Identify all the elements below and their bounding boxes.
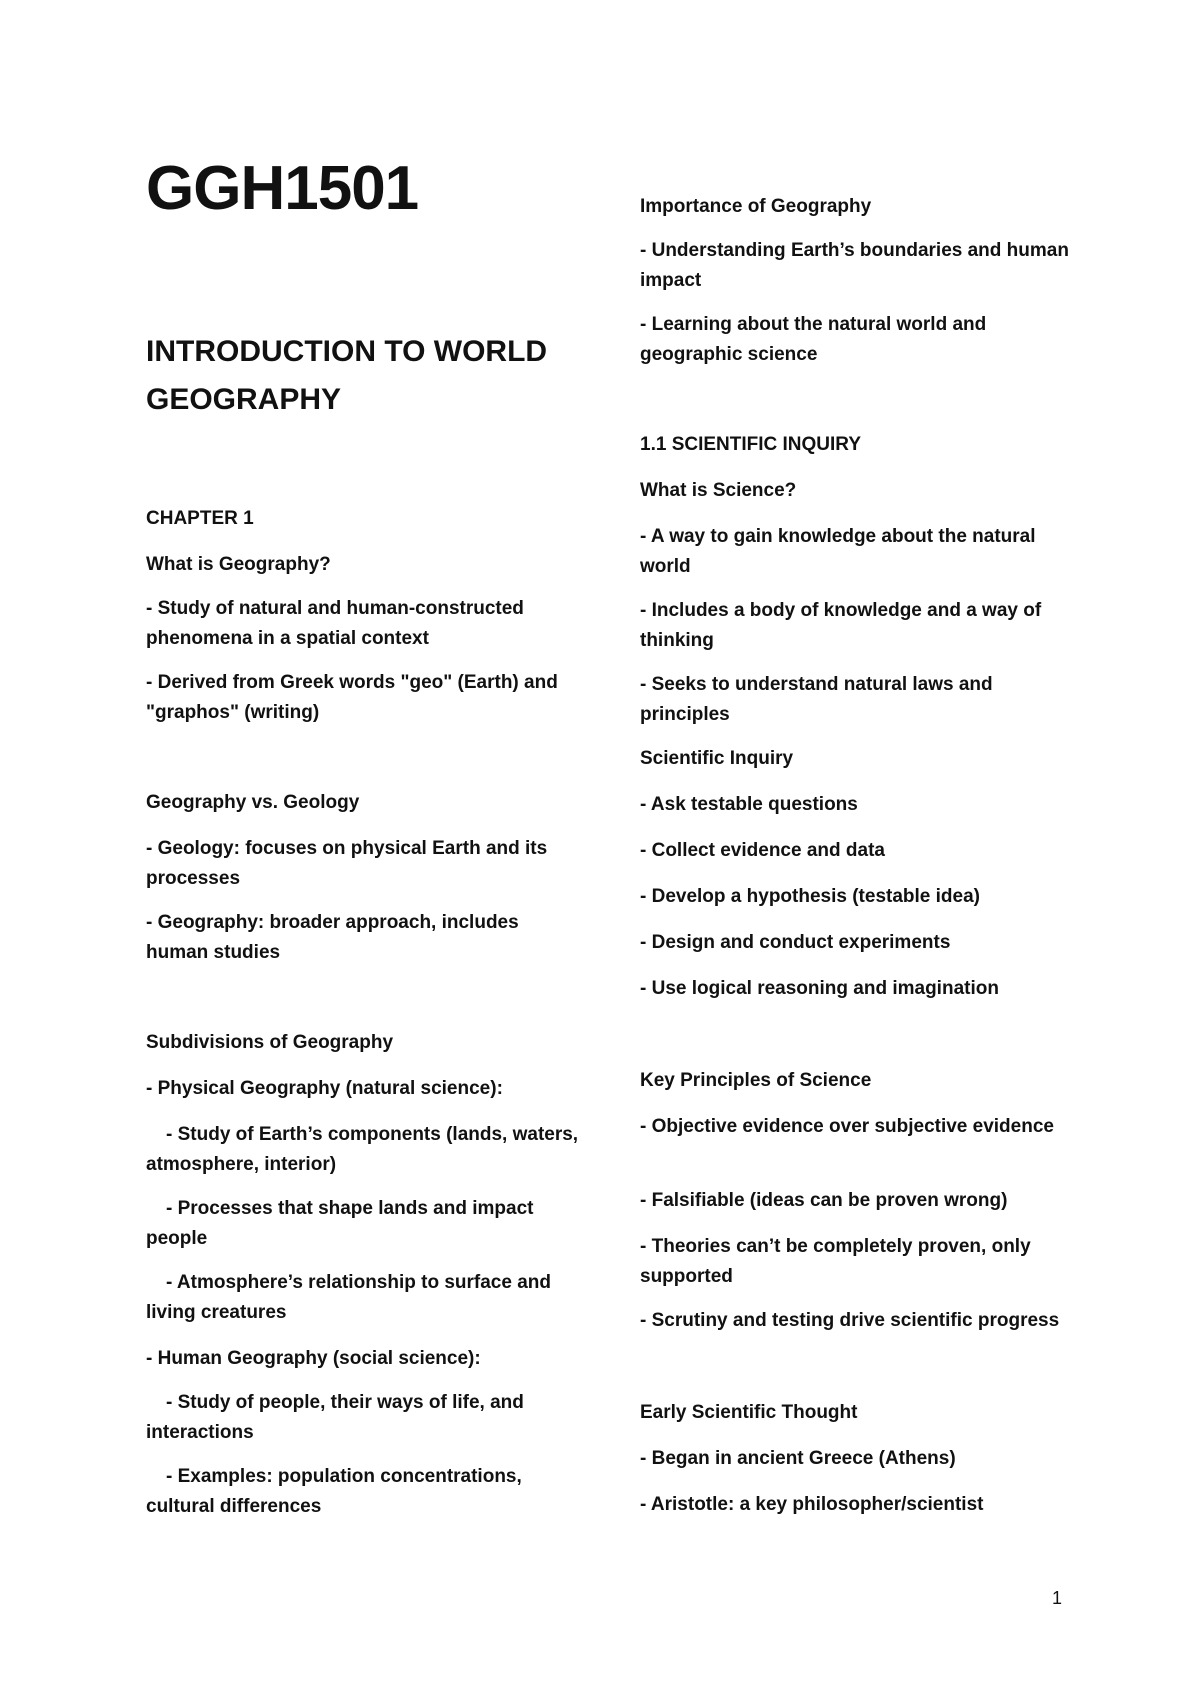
- list-item: - Ask testable questions: [640, 794, 858, 815]
- list-item: - Develop a hypothesis (testable idea): [640, 886, 980, 907]
- list-item: - Physical Geography (natural science):: [146, 1078, 503, 1099]
- course-title: INTRODUCTION TO WORLD GEOGRAPHY: [146, 335, 548, 416]
- list-item: - Study of natural and human-constructed phenomena in a spatial context: [146, 598, 524, 649]
- list-item: - Collect evidence and data: [640, 840, 885, 861]
- list-item: - Seeks to understand natural laws and principles: [640, 674, 993, 725]
- list-item: - Design and conduct experiments: [640, 932, 951, 953]
- list-item: - Use logical reasoning and imagination: [640, 978, 999, 999]
- list-item: - Geology: focuses on physical Earth and its processes: [146, 838, 548, 889]
- list-item: - Study of people, their ways of life, and interactions: [146, 1392, 524, 1443]
- list-item: - Learning about the natural world and geographic science: [640, 314, 987, 365]
- left-column: [146, 154, 586, 1517]
- early-thought-heading: Early Scientific Thought: [640, 1402, 858, 1423]
- list-item: - Began in ancient Greece (Athens): [640, 1448, 956, 1469]
- list-item: - Scrutiny and testing drive scientific progress: [640, 1310, 1060, 1331]
- what-is-geography-heading: What is Geography?: [146, 554, 331, 575]
- what-is-science-heading: What is Science?: [640, 480, 797, 501]
- list-item: - Objective evidence over subjective evidence: [640, 1116, 1054, 1137]
- list-item: - Human Geography (social science):: [146, 1348, 481, 1369]
- list-item: - Understanding Earth’s boundaries and human impact: [640, 240, 1069, 291]
- list-item: - Falsifiable (ideas can be proven wrong): [640, 1190, 1008, 1211]
- course-code: GGH1501: [146, 154, 419, 223]
- chapter-label: CHAPTER 1: [146, 508, 254, 529]
- list-item: - A way to gain knowledge about the natural world: [640, 526, 1036, 577]
- list-item: - Aristotle: a key philosopher/scientist: [640, 1494, 984, 1515]
- section-heading-1-1: 1.1 SCIENTIFIC INQUIRY: [640, 434, 861, 455]
- page-number: 1: [1052, 1588, 1063, 1608]
- list-item: - Geography: broader approach, includes human studies: [146, 912, 519, 963]
- subdivisions-heading: Subdivisions of Geography: [146, 1032, 394, 1053]
- importance-heading: Importance of Geography: [640, 196, 872, 217]
- list-item: - Derived from Greek words "geo" (Earth) and "graphos" (writing): [146, 672, 558, 723]
- list-item: - Includes a body of knowledge and a way of thinking: [640, 600, 1042, 651]
- list-item: - Examples: population concentrations, cultural differences: [146, 1466, 522, 1517]
- list-item: - Atmosphere’s relationship to surface and living creatures: [146, 1272, 552, 1323]
- list-item: - Study of Earth’s components (lands, waters, atmosphere, interior): [146, 1124, 579, 1175]
- geography-vs-geology-heading: Geography vs. Geology: [146, 792, 360, 813]
- list-item: - Processes that shape lands and impact people: [146, 1198, 534, 1249]
- key-principles-heading: Key Principles of Science: [640, 1070, 872, 1091]
- scientific-inquiry-heading: Scientific Inquiry: [640, 748, 794, 769]
- list-item: - Theories can’t be completely proven, only supported: [640, 1236, 1031, 1287]
